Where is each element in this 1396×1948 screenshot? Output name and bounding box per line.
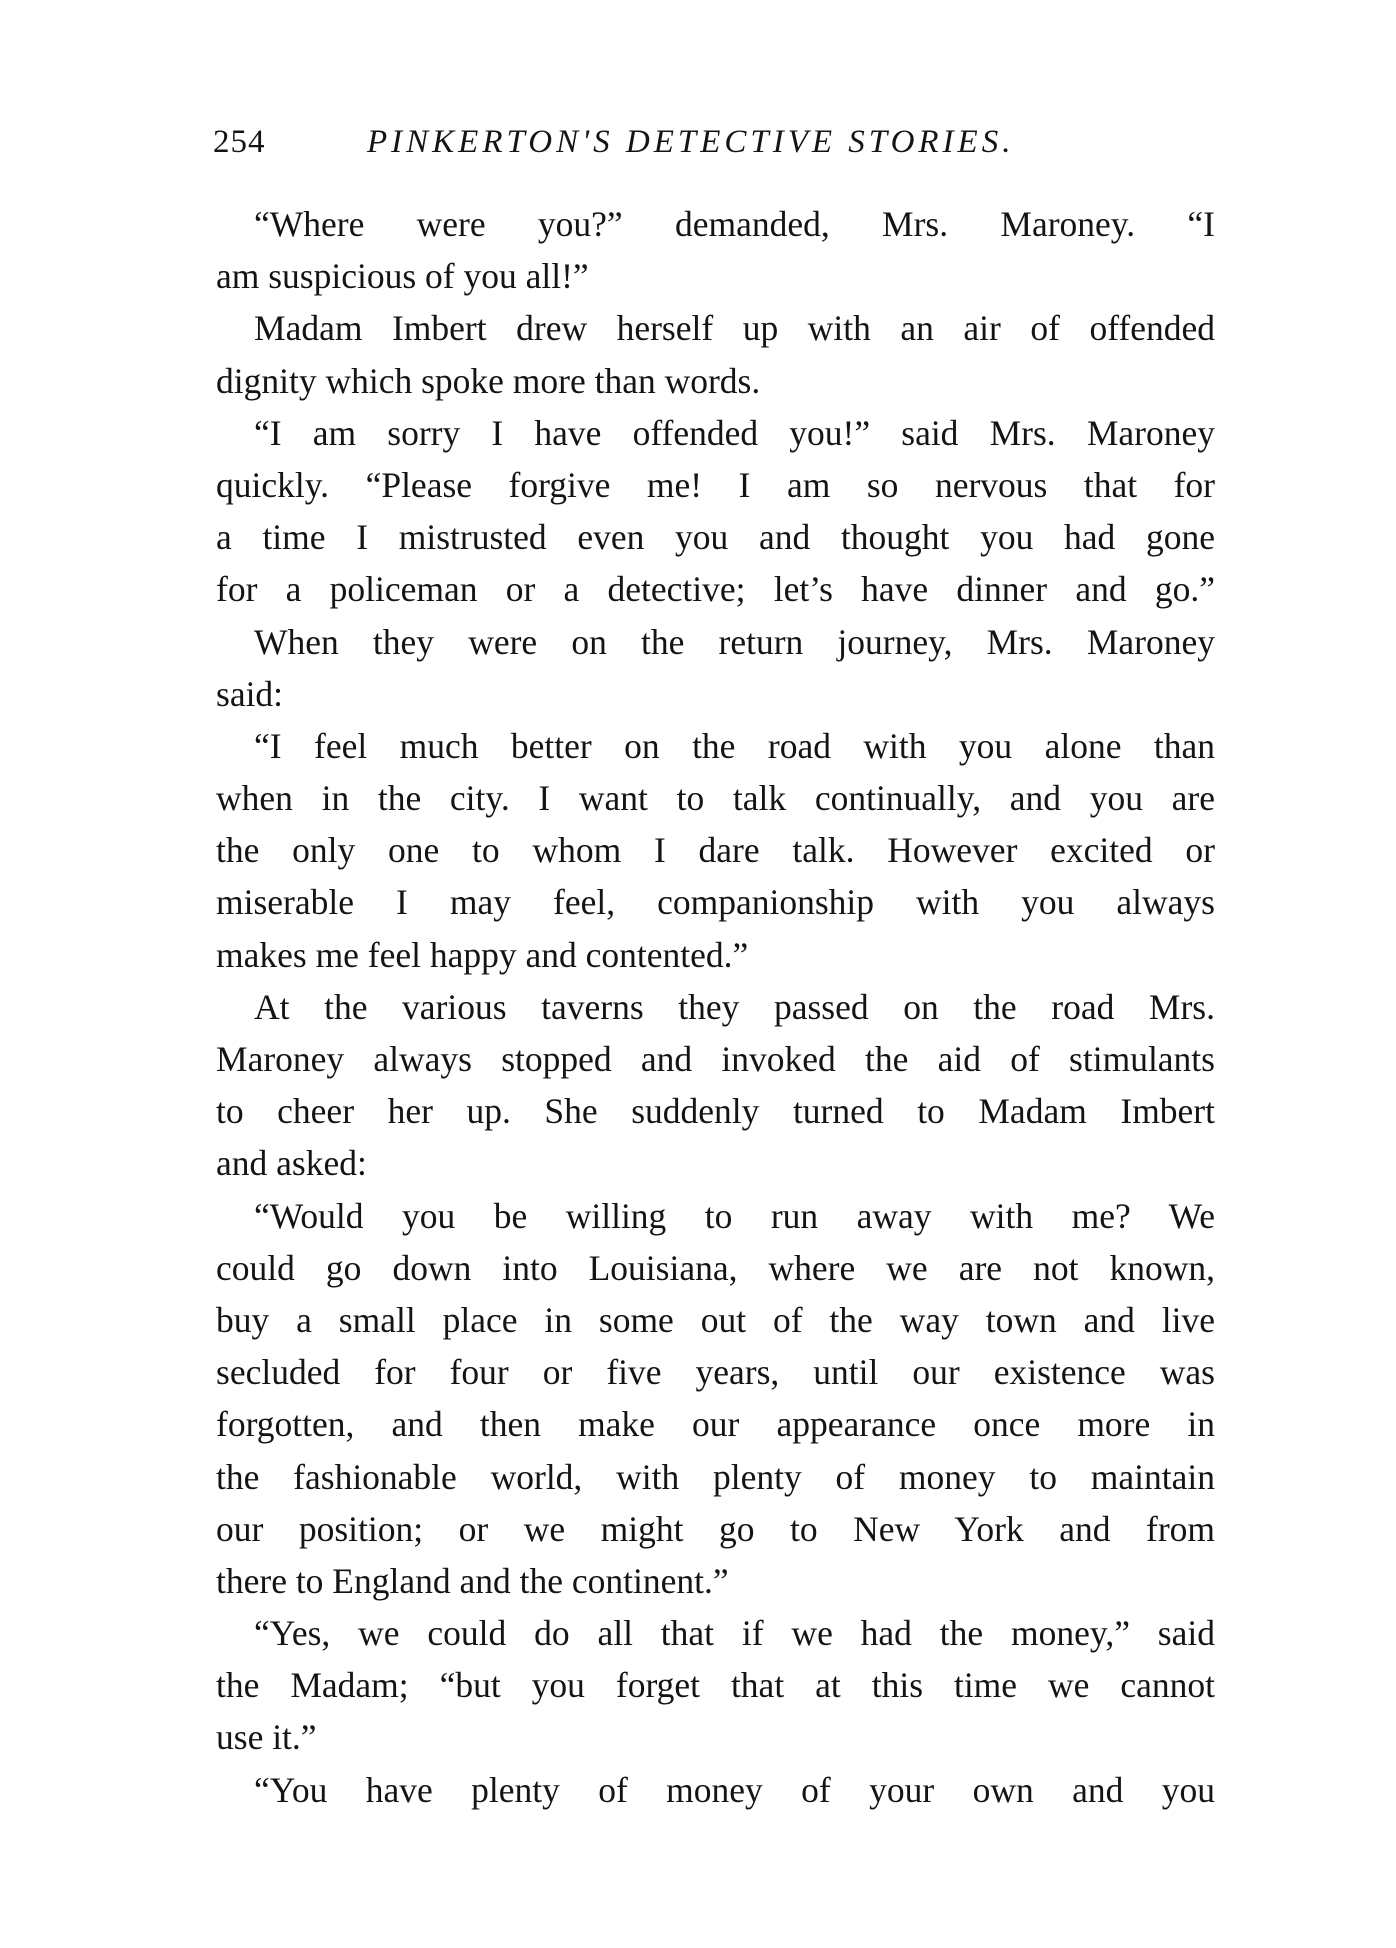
- text-line: there to England and the continent.”: [216, 1560, 729, 1601]
- text-line: “Would you be willing to run away with me? We: [254, 1195, 1215, 1236]
- text-line: use it.”: [216, 1717, 317, 1758]
- text-line: our position; or we might go to New York and from: [216, 1508, 1215, 1549]
- text-line: the Madam; “but you forget that at this time we cannot: [216, 1665, 1215, 1706]
- text-line: when in the city. I want to talk continually, and you are: [216, 778, 1215, 819]
- text-line: to cheer her up. She suddenly turned to Madam Imbert: [216, 1091, 1215, 1132]
- text-line: dignity which spoke more than words.: [216, 360, 761, 401]
- text-line: am suspicious of you all!”: [216, 256, 589, 297]
- text-line: Madam Imbert drew herself up with an air of offended: [254, 308, 1215, 349]
- text-line: said:: [216, 673, 284, 714]
- text-line: miserable I may feel, companionship with you always: [216, 882, 1215, 923]
- text-line: “I feel much better on the road with you alone than: [254, 725, 1215, 766]
- text-line: forgotten, and then make our appearance once more in: [216, 1404, 1215, 1445]
- text-line: “I am sorry I have offended you!” said Mrs. Maroney: [254, 412, 1215, 453]
- text-line: At the various taverns they passed on the road Mrs.: [254, 986, 1215, 1027]
- text-line: “Yes, we could do all that if we had the money,” said: [254, 1613, 1215, 1654]
- text-line: the only one to whom I dare talk. However excited or: [216, 830, 1215, 871]
- text-line: for a policeman or a detective; let’s have dinner and go.”: [216, 569, 1215, 610]
- text-line: the fashionable world, with plenty of money to maintain: [216, 1456, 1215, 1497]
- text-line: quickly. “Please forgive me! I am so nervous that for: [216, 464, 1215, 505]
- page-number: 254: [213, 124, 266, 160]
- running-head: [213, 122, 1213, 162]
- text-line: When they were on the return journey, Mrs. Maroney: [254, 621, 1215, 662]
- text-line: Maroney always stopped and invoked the aid of stimulants: [216, 1039, 1215, 1079]
- text-line: “Where were you?” demanded, Mrs. Maroney. “I: [254, 204, 1215, 244]
- text-line: secluded for four or five years, until our existence was: [216, 1352, 1215, 1393]
- text-line: buy a small place in some out of the way town and live: [216, 1299, 1215, 1340]
- body-text: [216, 198, 1215, 1816]
- running-title: PINKERTON'S DETECTIVE STORIES.: [367, 124, 1015, 160]
- text-line: makes me feel happy and contented.”: [216, 934, 749, 975]
- text-line: could go down into Louisiana, where we are not known,: [216, 1247, 1215, 1288]
- text-line: “You have plenty of money of your own and you: [254, 1769, 1215, 1810]
- text-line: and asked:: [216, 1143, 367, 1184]
- text-line: a time I mistrusted even you and thought you had gone: [216, 517, 1215, 558]
